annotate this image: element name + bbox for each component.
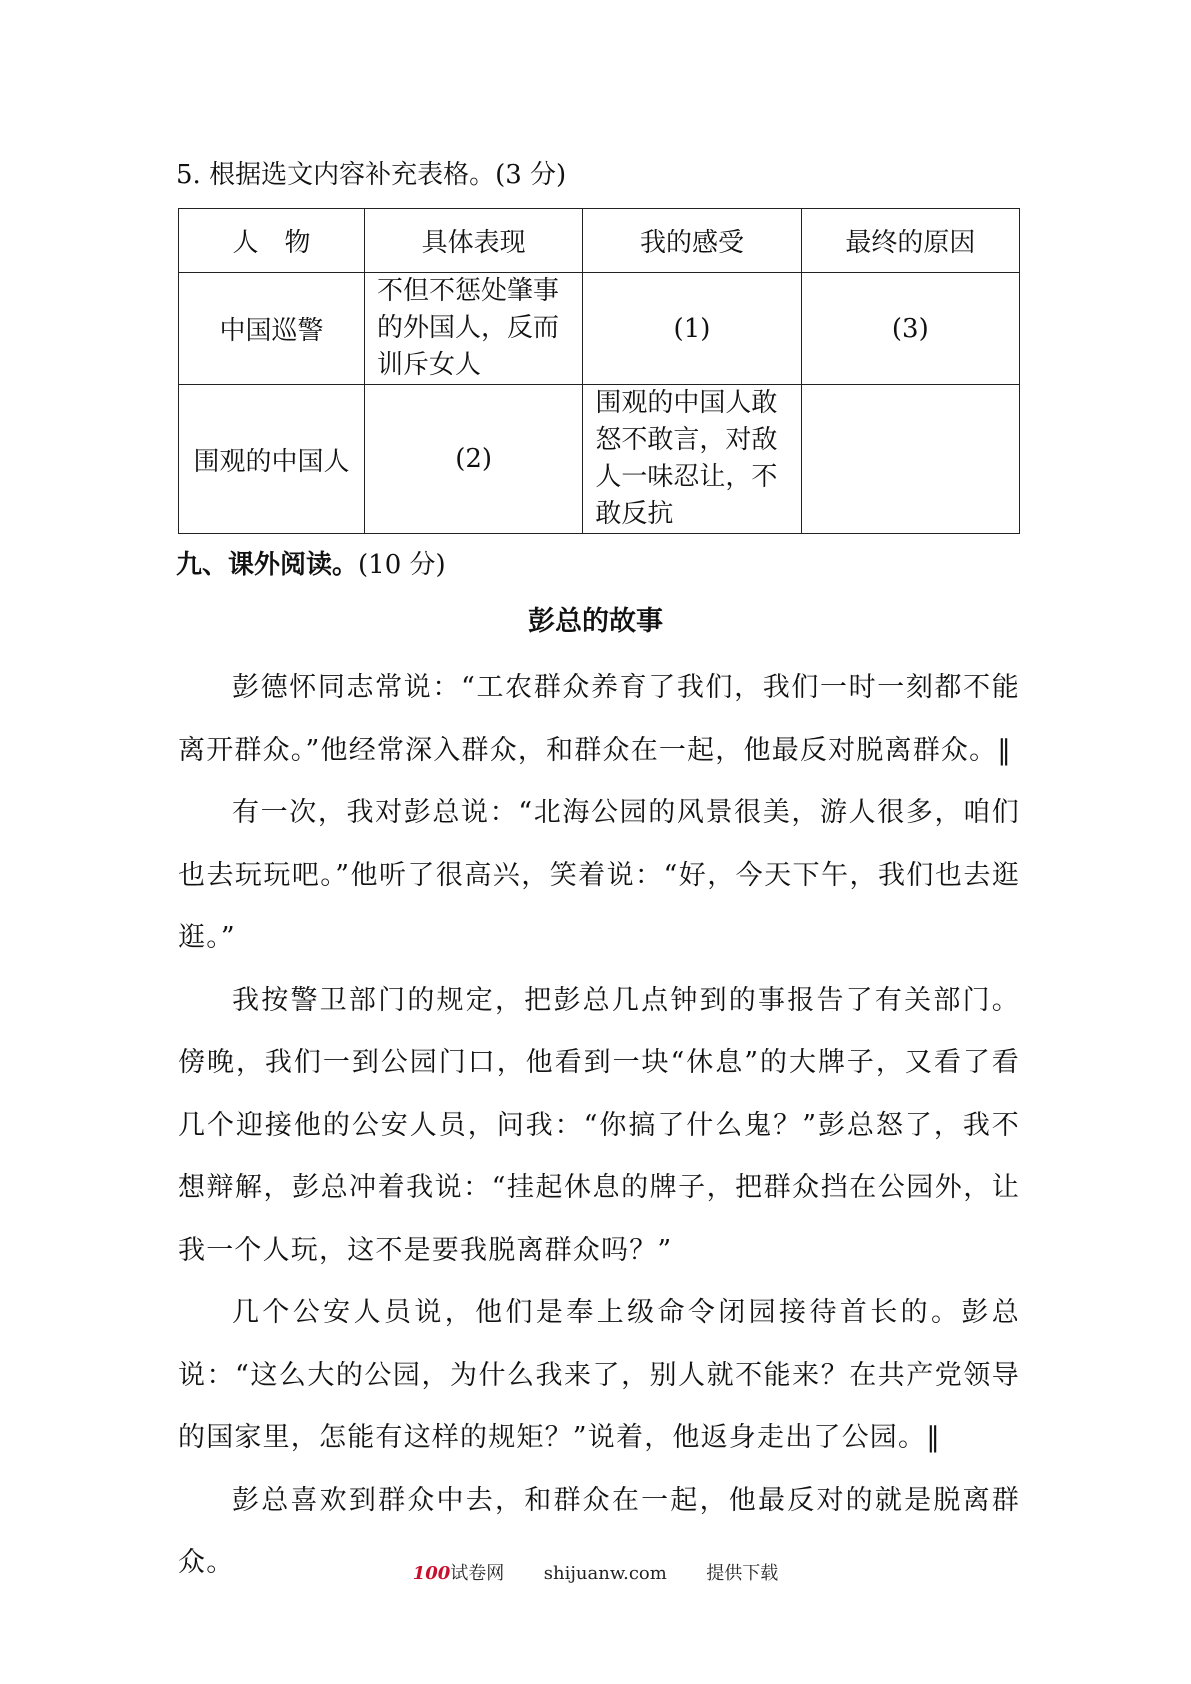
question-5-prompt: 5. 根据选文内容补充表格。(3 分) (176, 160, 567, 190)
story-body (178, 657, 1020, 1595)
answer-table (178, 208, 1020, 534)
table-cell-reason (801, 385, 1019, 534)
story-paragraph: 彭德怀同志常说：“工农群众养育了我们，我们一时一刻都不能离开群众。”他经常深入群众，和群众在一起，他最反对脱离群众。‖ (178, 672, 1020, 766)
table-header-cell: 具体表现 (364, 209, 582, 273)
table-cell-person: 围观的中国人 (179, 385, 365, 534)
story-paragraph: 有一次，我对彭总说：“北海公园的风景很美，游人很多，咱们也去玩玩吧。”他听了很高兴，笑着说：“好，今天下午，我们也去逛逛。” (178, 797, 1020, 953)
story-title: 彭总的故事 (528, 606, 663, 637)
table-header-row (179, 209, 1020, 273)
table-header-cell: 最终的原因 (801, 209, 1019, 273)
table-row (179, 385, 1020, 534)
table-header-cell: 我的感受 (583, 209, 801, 273)
footer-note: 提供下载 (706, 1563, 779, 1584)
table-row (179, 273, 1020, 385)
site-logo: 100 (412, 1563, 451, 1584)
section-heading (176, 545, 446, 585)
section-score: (10 分) (358, 550, 446, 580)
table-cell-reason-blank: (3) (801, 273, 1019, 385)
table-cell-feeling: 围观的中国人敢怒不敢言，对敌人一味忍让，不敢反抗 (583, 385, 801, 534)
page-footer (0, 1562, 1191, 1586)
table-header-cell: 人 物 (179, 209, 365, 273)
story-paragraph: 我按警卫部门的规定，把彭总几点钟到的事报告了有关部门。傍晚，我们一到公园门口，他看到一块“休息”的大牌子，又看了看几个迎接他的公安人员，问我：“你搞了什么鬼？”彭总怒了，我不想辩解，彭总冲着我说：“挂起休息的牌子，把群众挡在公园外，让我一个人玩，这不是要我脱离群众吗？” (178, 984, 1020, 1266)
site-name: 试卷网 (450, 1563, 505, 1584)
table-cell-feeling-blank: (1) (583, 273, 801, 385)
story-paragraph: 彭总喜欢到群众中去，和群众在一起，他最反对的就是脱离群众。 (178, 1484, 1020, 1578)
table-cell-person: 中国巡警 (179, 273, 365, 385)
table-cell-behavior-blank: (2) (364, 385, 582, 534)
section-label: 九、课外阅读。 (176, 550, 359, 580)
table-cell-behavior: 不但不惩处肇事的外国人，反而训斥女人 (364, 273, 582, 385)
story-paragraph: 几个公安人员说，他们是奉上级命令闭园接待首长的。彭总说：“这么大的公园，为什么我来了，别人就不能来？在共产党领导的国家里，怎能有这样的规矩？”说着，他返身走出了公园。‖ (178, 1297, 1020, 1453)
site-url: shijuanw.com (543, 1563, 667, 1584)
